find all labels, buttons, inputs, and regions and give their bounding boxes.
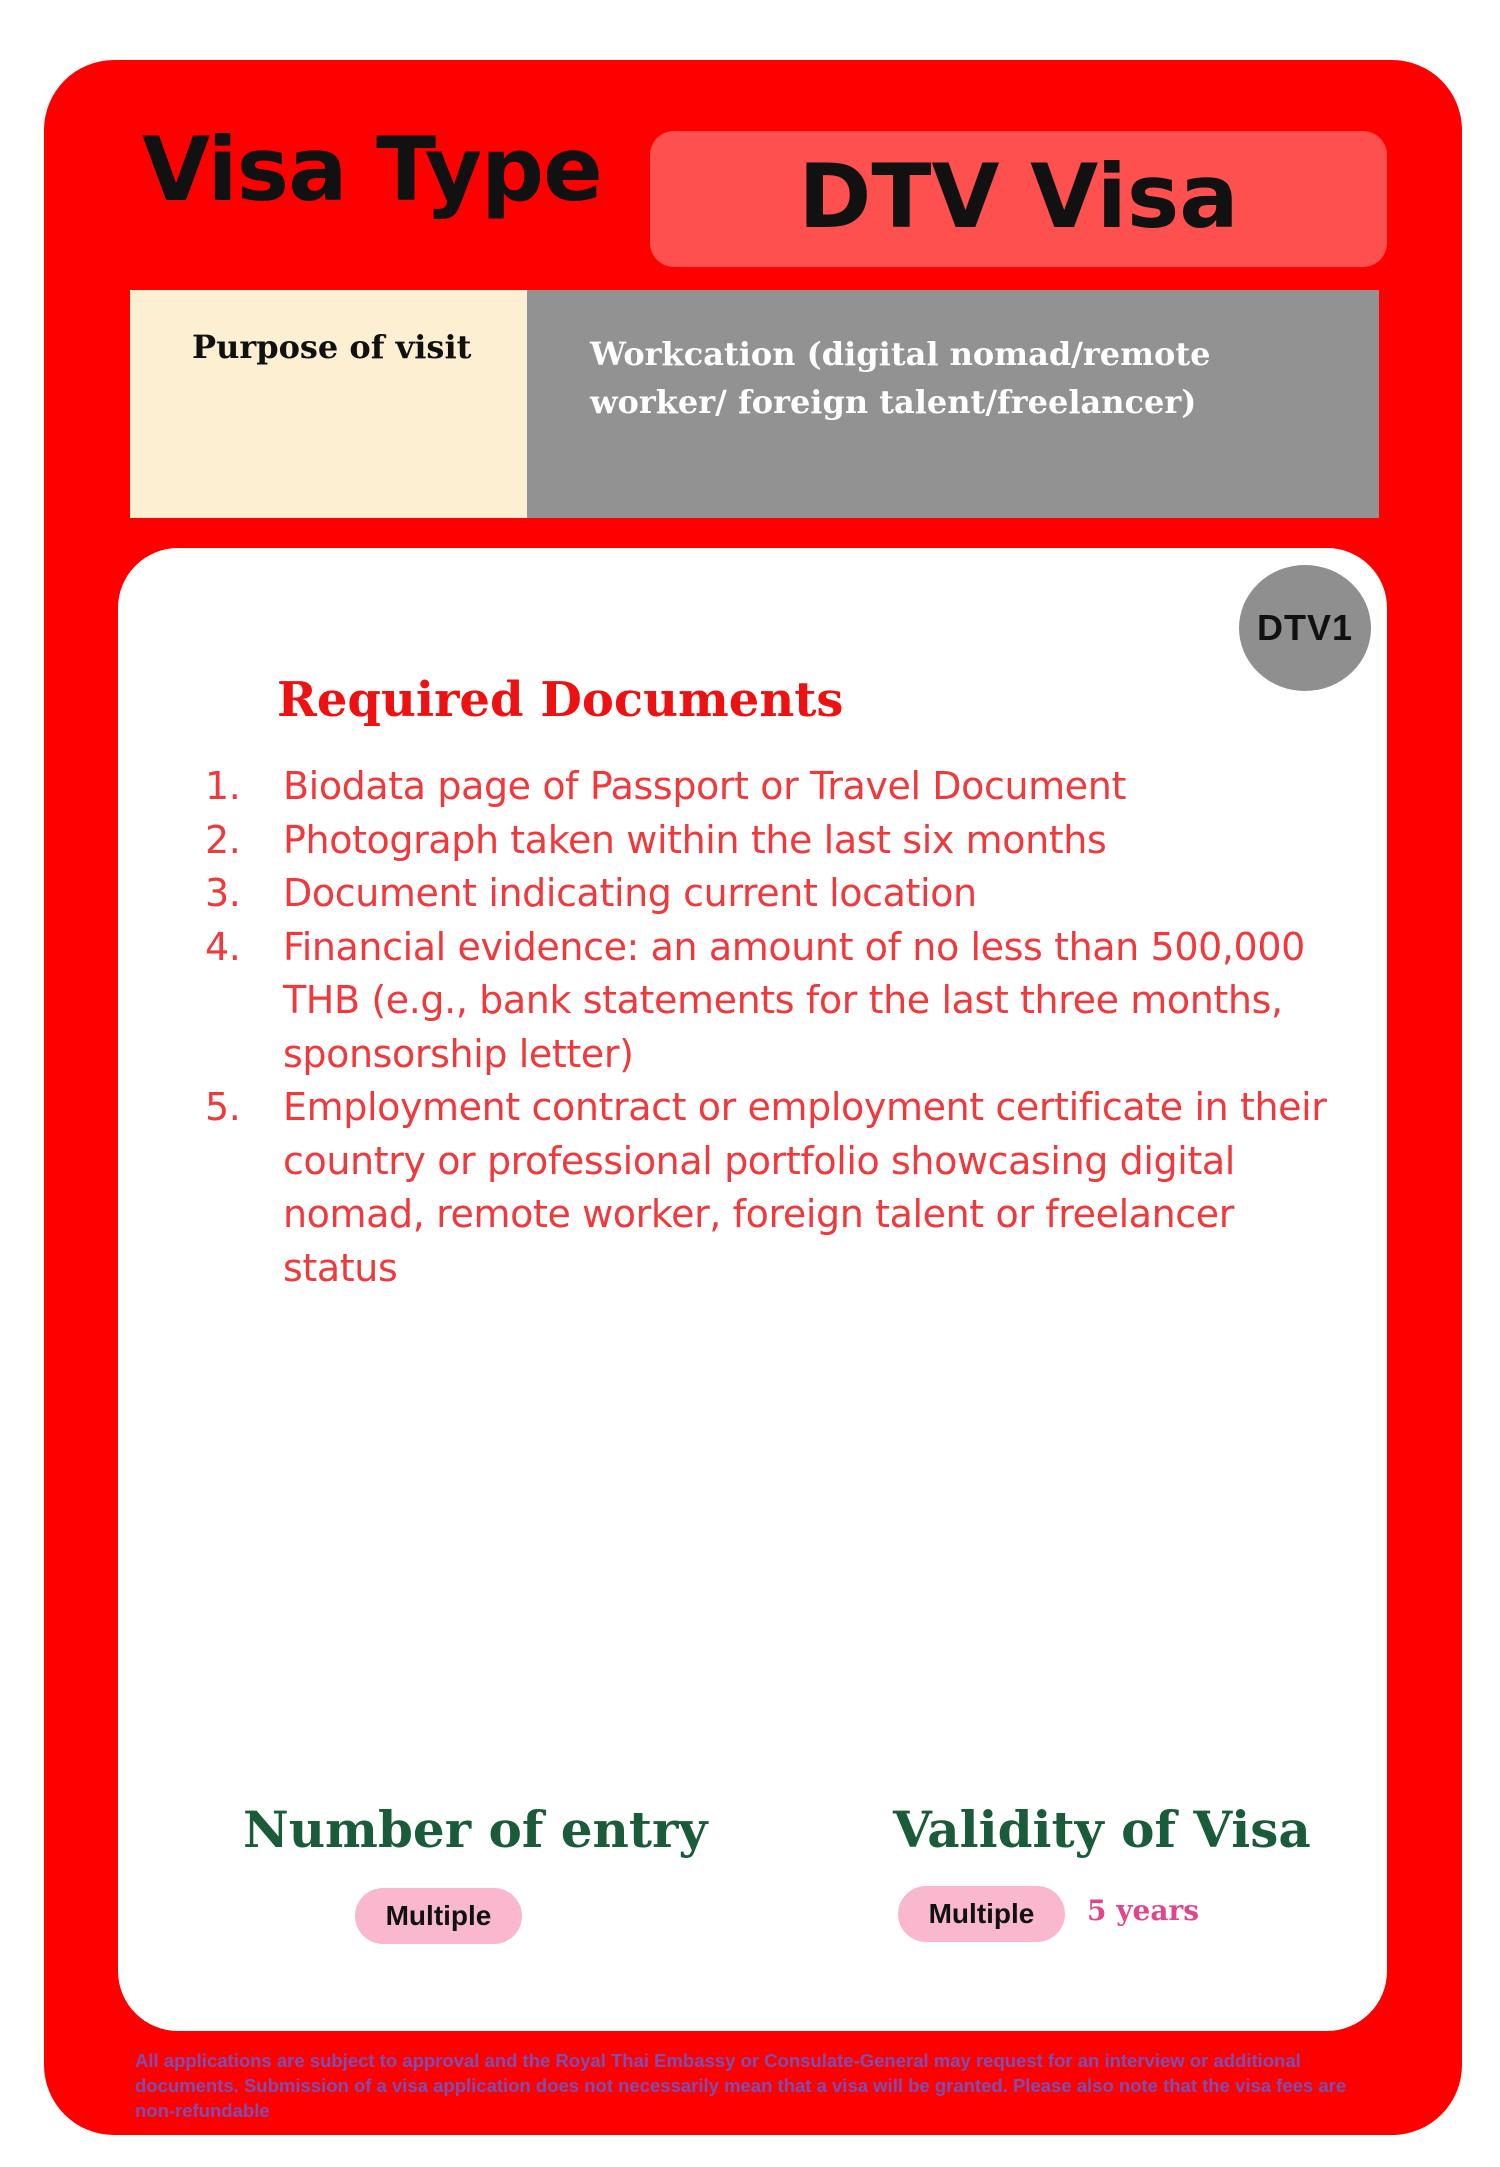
visa-type-title: Visa Type: [142, 118, 602, 221]
list-item: [205, 921, 1355, 1082]
list-item-text: Biodata page of Passport or Travel Document: [283, 764, 1126, 808]
list-item-text: Photograph taken within the last six months: [283, 817, 1107, 862]
list-item-text: Financial evidence: an amount of no less than 500,000 THB (e.g., bank statements for the last three months, sponsorship letter): [283, 924, 1305, 1076]
visa-code: DTV1: [1256, 607, 1354, 648]
list-item: [205, 867, 1355, 921]
purpose-label-cell: [130, 290, 527, 518]
validity-value: Multiple: [928, 1898, 1035, 1929]
purpose-value: Workcation (digital nomad/remote worker/ foreign talent/freelancer): [590, 335, 1211, 421]
list-item-text: Document indicating current location: [283, 871, 977, 915]
required-documents-heading: Required Documents: [277, 672, 844, 728]
list-item-number: 3.: [205, 871, 241, 915]
list-item-number: 4.: [205, 924, 241, 969]
entry-value: Multiple: [385, 1900, 492, 1931]
visa-name: DTV Visa: [798, 145, 1239, 248]
list-item-number: 1.: [205, 764, 241, 808]
validity-duration: 5 years: [1087, 1894, 1199, 1927]
required-documents-list: [205, 760, 1355, 1295]
validity-of-visa-heading: Validity of Visa: [893, 1800, 1311, 1859]
entry-value-pill: [355, 1888, 522, 1944]
disclaimer-text: All applications are subject to approval and the Royal Thai Embassy or Consulate-General may request for an interview or additional documents. Submission of a visa application does not necessarily mean that a visa will be granted. Please also note that the visa fees are non-refundable: [135, 2050, 1347, 2121]
list-item: [205, 814, 1355, 868]
purpose-value-cell: [527, 290, 1379, 518]
purpose-label: Purpose of visit: [192, 328, 472, 366]
list-item: [205, 760, 1355, 814]
validity-value-pill: [898, 1886, 1065, 1942]
number-of-entry-heading: Number of entry: [243, 1800, 708, 1859]
visa-code-badge: [1239, 565, 1371, 691]
list-item-number: 2.: [205, 817, 241, 862]
list-item-text: Employment contract or employment certificate in their country or professional portfolio showcasing digital nomad, remote worker, foreign talent or freelancer status: [283, 1085, 1327, 1290]
list-item: [205, 1081, 1355, 1295]
visa-name-box: [650, 131, 1387, 267]
list-item-number: 5.: [205, 1085, 241, 1129]
